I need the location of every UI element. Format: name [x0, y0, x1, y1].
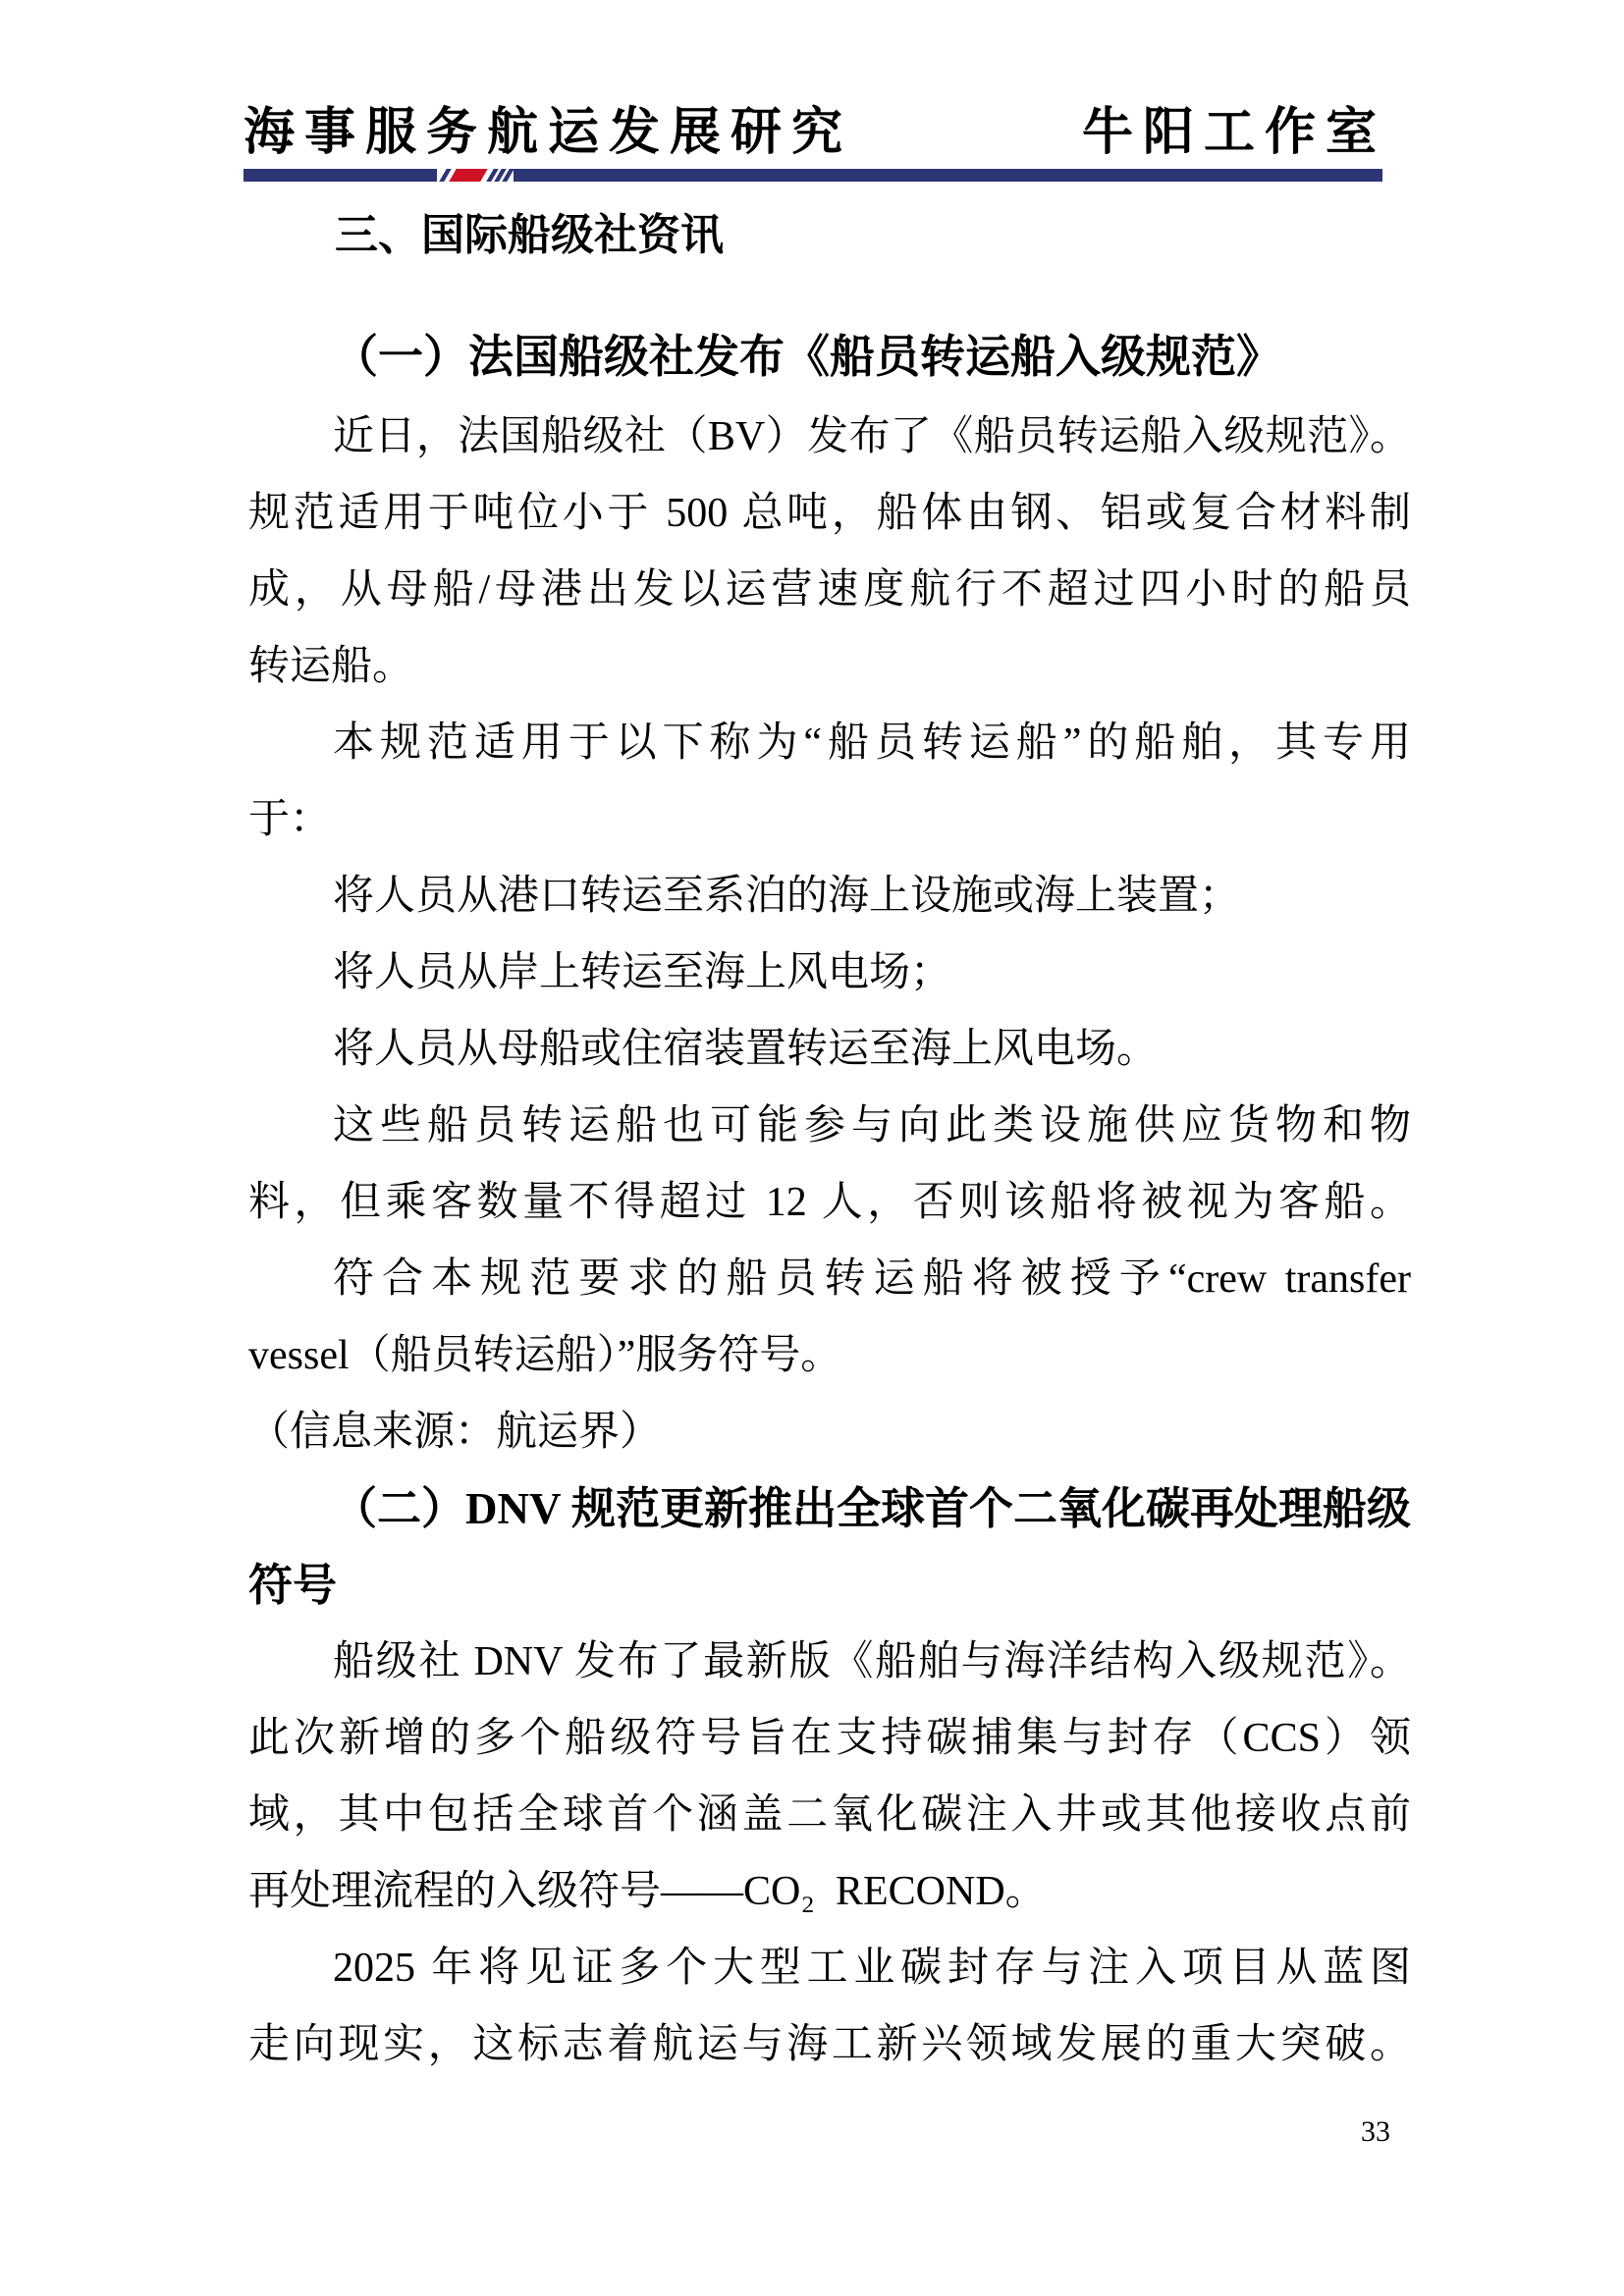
text-line: 规范适用于吨位小于 500 总吨，船体由钢、铝或复合材料制	[248, 491, 1411, 536]
article-2-heading-line: （二）DNV 规范更新推出全球首个二氧化碳再处理船级	[333, 1484, 1411, 1533]
text-line: 符合本规范要求的船员转运船将被授予“crew transfer	[333, 1256, 1411, 1302]
text-line: 将人员从港口转运至系泊的海上设施或海上装置；	[333, 874, 1241, 919]
header-right-title: 牛阳工作室	[1082, 104, 1387, 161]
page-number: 33	[1361, 2115, 1390, 2148]
text-line: 走向现实，这标志着航运与海工新兴领域发展的重大突破。	[248, 2022, 1411, 2067]
text-line: 成，从母船/母港出发以运营速度航行不超过四小时的船员	[248, 567, 1411, 613]
text-line: 2025 年将见证多个大型工业碳封存与注入项目从蓝图	[333, 1946, 1411, 1991]
text-line: 转运船。	[248, 644, 414, 689]
document-body	[248, 399, 1411, 2083]
article-1-heading: （一）法国船级社发布《船员转运船入级规范》	[333, 332, 1281, 382]
text-line: 船级社 DNV 发布了最新版《船舶与海洋结构入级规范》。	[333, 1639, 1411, 1684]
header-left-title: 海事服务航运发展研究	[244, 104, 853, 161]
text-line: vessel（船员转运船）”服务符号。	[248, 1333, 842, 1378]
text-line: 域，其中包括全球首个涵盖二氧化碳注入井或其他接收点前	[248, 1792, 1411, 1838]
source-line: （信息来源：航运界）	[248, 1410, 662, 1455]
text-line: 本规范适用于以下称为“船员转运船”的船舶，其专用	[333, 721, 1411, 766]
text-line: 这些船员转运船也可能参与向此类设施供应货物和物	[333, 1103, 1411, 1148]
header-rule	[244, 169, 1382, 182]
text-line: 料，但乘客数量不得超过 12 人，否则该船将被视为客船。	[248, 1180, 1411, 1225]
text-line: 将人员从母船或住宿装置转运至海上风电场。	[333, 1027, 1159, 1072]
text-line: 近日，法国船级社（BV）发布了《船员转运船入级规范》。	[333, 414, 1411, 459]
section-heading: 三、国际船级社资讯	[335, 211, 724, 259]
text-line: 于：	[248, 797, 332, 842]
text-line: 此次新增的多个船级符号旨在支持碳捕集与封存（CCS）领	[248, 1716, 1411, 1761]
text-line: 将人员从岸上转运至海上风电场；	[333, 950, 952, 995]
red-accent-stripe	[448, 169, 489, 182]
text-line: 再处理流程的入级符号——CO₂ RECOND。	[248, 1869, 1047, 1914]
article-2-heading-line: 符号	[248, 1561, 338, 1610]
header-rule-accent	[437, 169, 514, 182]
